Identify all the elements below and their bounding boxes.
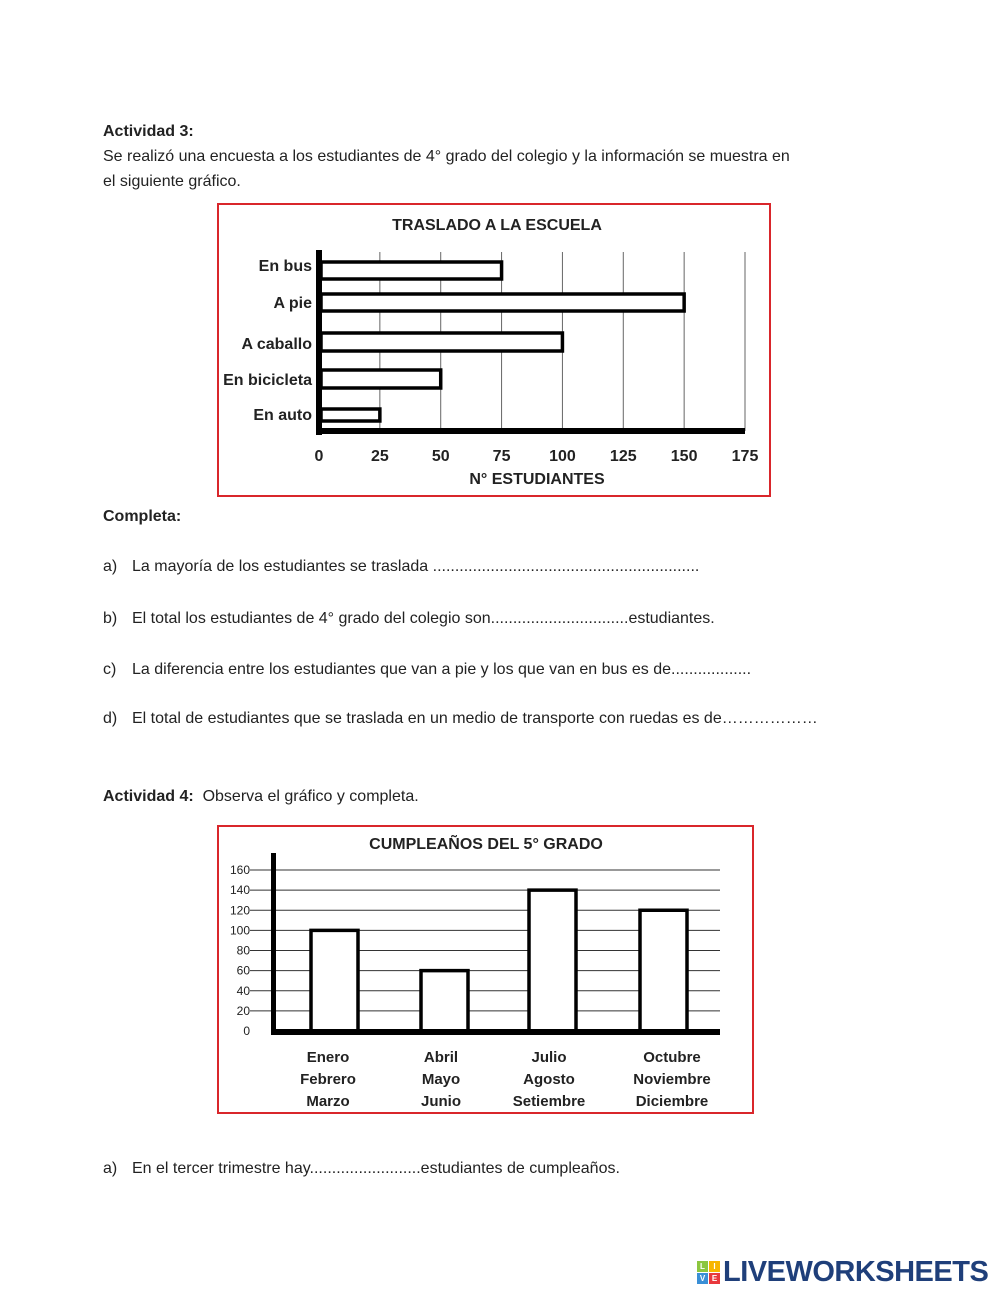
question-c: c) La diferencia entre los estudiantes que van a pie y los que van en bus es de.................. [103,661,752,678]
chart2-ytick-label: 160 [229,863,250,877]
activity3-title: Actividad 3: [103,123,194,140]
question-b: b) El total los estudiantes de 4° grado del colegio son...............................estudiantes. [103,610,715,627]
chart2-y-axis [271,853,276,1035]
chart2-bar [529,890,576,1033]
chart1-xtick-label: 150 [670,448,698,465]
chart2-ytick-label: 100 [229,923,250,938]
chart2-ytick-label: 40 [236,983,250,998]
chart2-category-label: Enero [306,1049,350,1066]
chart1-category-label: En bus [258,258,312,275]
chart1-xtick-label: 0 [314,448,324,465]
chart2-x-axis [271,1029,720,1035]
chart1-category-label: En bicicleta [223,372,312,389]
chart2-ytick-label: 120 [229,903,250,918]
chart2-ytick-label: 60 [236,963,250,978]
chart1-xtick-label: 75 [492,448,511,465]
chart2-title: CUMPLEAÑOS DEL 5° GRADO [369,836,603,853]
chart1-xtick-label: 100 [549,448,576,465]
chart2-ytick-label: 140 [229,883,250,898]
chart1-x-axis [316,428,745,434]
chart1-category-label: En auto [253,407,312,424]
chart1-bar [321,370,441,388]
chart1-category-label: A caballo [241,336,312,353]
chart2-category-label: Julio [531,1049,567,1066]
chart2-ytick-label: 80 [236,943,250,958]
chart2-category-label: Noviembre [633,1071,711,1088]
chart2-bar [640,910,687,1033]
logo-text: LIVEWORKSHEETS [723,1256,989,1288]
chart2-category-label: Mayo [421,1071,461,1088]
chart2-category-label: Agosto [523,1071,575,1088]
chart1-bar [321,262,502,279]
chart1-category-label: A pie [273,295,312,312]
chart2-ytick-label: 0 [243,1024,250,1038]
logo-tiles-icon: L I V E [697,1261,720,1284]
chart2-bar [421,971,468,1033]
activity3-intro: Se realizó una encuesta a los estudiantes de 4° grado del colegio y la información se muestra en [103,148,790,165]
question-d: d) El total de estudiantes que se traslada en un medio de transporte con ruedas es de……………… [103,710,818,727]
activity3-intro-2: el siguiente gráfico. [103,173,241,190]
chart1-xlabel: N° ESTUDIANTES [469,471,605,488]
chart1-bar [321,294,684,311]
chart1-xtick-label: 25 [370,448,389,465]
chart1-y-axis [316,250,322,435]
question-a: a) La mayoría de los estudiantes se traslada ............................................................ [103,558,700,575]
chart2-bar [311,930,358,1033]
chart1-bar [321,333,562,351]
chart1-bar [321,409,380,421]
chart1-xtick-label: 125 [609,448,637,465]
chart2-ytick-label: 20 [236,1003,250,1018]
chart1-xtick-label: 50 [431,448,450,465]
chart2-category-label: Marzo [306,1093,350,1110]
chart2-category-label: Diciembre [635,1093,709,1110]
chart2-category-label: Abril [423,1049,459,1066]
liveworksheets-logo [697,1256,988,1289]
chart2-category-label: Junio [421,1093,461,1110]
chart2-category-label: Setiembre [512,1093,586,1110]
chart2-category-label: Octubre [643,1049,701,1066]
activity4-heading: Actividad 4: Observa el gráfico y completa. [103,788,419,805]
chart1-xtick-label: 175 [731,448,759,465]
activity4-question-a: a) En el tercer trimestre hay.........................estudiantes de cumpleaños. [103,1160,620,1177]
complete-label: Completa: [103,508,182,525]
chart2-category-label: Febrero [300,1071,356,1088]
chart1-title: TRASLADO A LA ESCUELA [392,217,602,234]
